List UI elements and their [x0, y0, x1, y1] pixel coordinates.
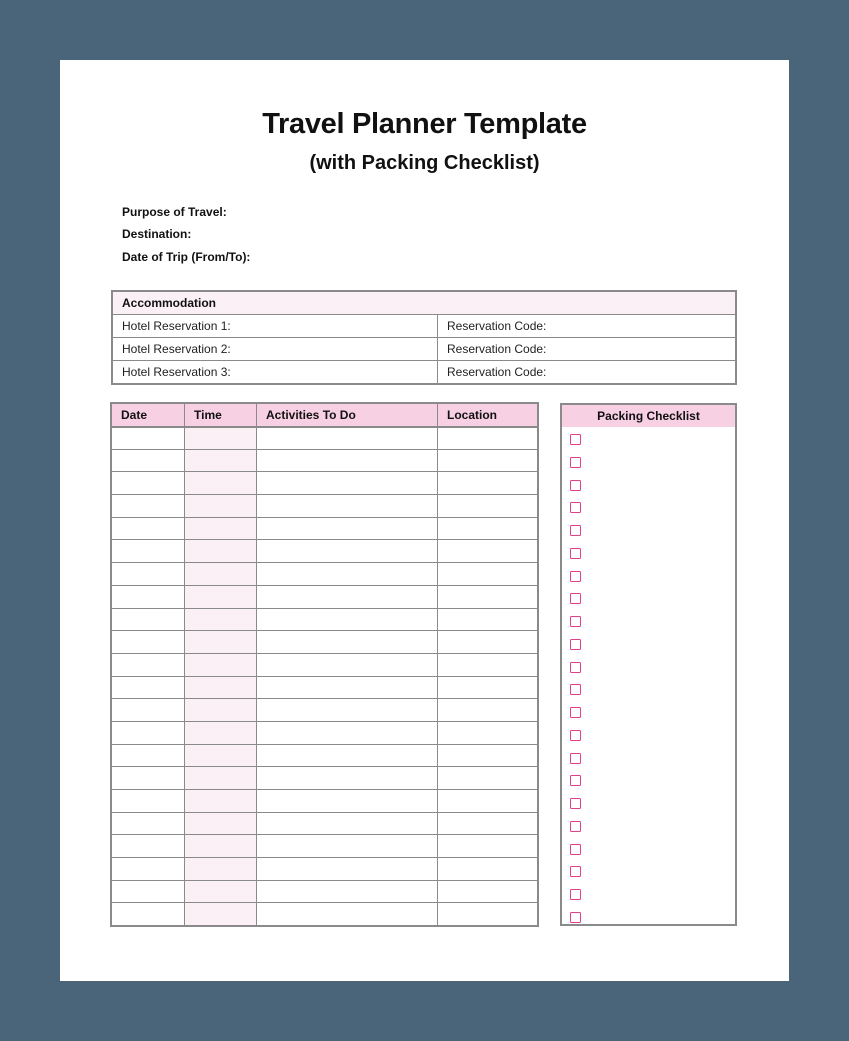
- packing-item: [562, 633, 735, 656]
- packing-item: [562, 474, 735, 497]
- packing-checklist-header: Packing Checklist: [562, 405, 735, 427]
- itinerary-row: [112, 835, 538, 858]
- time-cell[interactable]: [185, 540, 257, 563]
- itinerary-row: [112, 721, 538, 744]
- itinerary-row: [112, 427, 538, 450]
- accommodation-row: [113, 315, 735, 338]
- hotel-reservation-2-label: Hotel Reservation 2:: [113, 338, 438, 360]
- itinerary-row: [112, 540, 538, 563]
- itinerary-row: [112, 790, 538, 813]
- purpose-of-travel-label: Purpose of Travel:: [122, 205, 227, 219]
- packing-item: [562, 428, 735, 451]
- itinerary-row: [112, 495, 538, 518]
- accommodation-row: [113, 361, 735, 383]
- itinerary-table: [111, 403, 538, 926]
- location-cell[interactable]: [438, 427, 538, 450]
- reservation-code-2-label: Reservation Code:: [447, 342, 547, 356]
- location-column-header: Location: [438, 404, 538, 427]
- checkbox[interactable]: [570, 616, 581, 627]
- accommodation-table: [111, 290, 737, 385]
- checkbox[interactable]: [570, 798, 581, 809]
- time-cell[interactable]: [185, 585, 257, 608]
- packing-item: [562, 610, 735, 633]
- date-cell[interactable]: [112, 563, 185, 586]
- activity-cell[interactable]: [257, 585, 438, 608]
- packing-item: [562, 542, 735, 565]
- itinerary-row: [112, 517, 538, 540]
- accommodation-row: [113, 338, 735, 361]
- packing-checklist: [560, 403, 737, 926]
- checkbox[interactable]: [570, 571, 581, 582]
- time-cell[interactable]: [185, 427, 257, 450]
- activity-cell[interactable]: [257, 676, 438, 699]
- packing-item: [562, 701, 735, 724]
- time-cell[interactable]: [185, 767, 257, 790]
- itinerary-row: [112, 858, 538, 881]
- time-cell[interactable]: [185, 903, 257, 926]
- checkbox[interactable]: [570, 684, 581, 695]
- itinerary-row: [112, 585, 538, 608]
- checkbox[interactable]: [570, 662, 581, 673]
- date-cell[interactable]: [112, 540, 185, 563]
- itinerary-row: [112, 472, 538, 495]
- packing-item: [562, 519, 735, 542]
- date-cell[interactable]: [112, 790, 185, 813]
- time-cell[interactable]: [185, 880, 257, 903]
- time-cell[interactable]: [185, 517, 257, 540]
- activity-cell[interactable]: [257, 540, 438, 563]
- location-cell[interactable]: [438, 812, 538, 835]
- time-cell[interactable]: [185, 676, 257, 699]
- itinerary-row: [112, 699, 538, 722]
- date-of-trip-label: Date of Trip (From/To):: [122, 250, 251, 264]
- hotel-reservation-1-label: Hotel Reservation 1:: [113, 315, 438, 337]
- itinerary-row: [112, 676, 538, 699]
- checkbox[interactable]: [570, 593, 581, 604]
- time-column-header: Time: [185, 404, 257, 427]
- date-cell[interactable]: [112, 699, 185, 722]
- date-column-header: Date: [112, 404, 185, 427]
- date-cell[interactable]: [112, 653, 185, 676]
- time-cell[interactable]: [185, 744, 257, 767]
- itinerary-row: [112, 767, 538, 790]
- location-cell[interactable]: [438, 744, 538, 767]
- activity-cell[interactable]: [257, 427, 438, 450]
- date-cell[interactable]: [112, 767, 185, 790]
- accommodation-header: Accommodation: [113, 292, 735, 315]
- destination-label: Destination:: [122, 227, 192, 241]
- packing-item: [562, 769, 735, 792]
- date-cell[interactable]: [112, 449, 185, 472]
- date-cell[interactable]: [112, 631, 185, 654]
- checkbox[interactable]: [570, 434, 581, 445]
- packing-item: [562, 747, 735, 770]
- checkbox[interactable]: [570, 548, 581, 559]
- packing-item: [562, 587, 735, 610]
- packing-item: [562, 792, 735, 815]
- location-cell[interactable]: [438, 767, 538, 790]
- packing-item: [562, 860, 735, 883]
- activity-cell[interactable]: [257, 495, 438, 518]
- itinerary-row: [112, 744, 538, 767]
- location-cell[interactable]: [438, 790, 538, 813]
- packing-item: [562, 496, 735, 519]
- itinerary-row: [112, 631, 538, 654]
- checkbox[interactable]: [570, 502, 581, 513]
- checkbox[interactable]: [570, 730, 581, 741]
- activity-cell[interactable]: [257, 517, 438, 540]
- date-cell[interactable]: [112, 812, 185, 835]
- location-cell[interactable]: [438, 472, 538, 495]
- time-cell[interactable]: [185, 608, 257, 631]
- itinerary-row: [112, 903, 538, 926]
- packing-item: [562, 451, 735, 474]
- location-cell[interactable]: [438, 495, 538, 518]
- location-cell[interactable]: [438, 721, 538, 744]
- location-cell[interactable]: [438, 449, 538, 472]
- page-title: Travel Planner Template: [262, 108, 587, 140]
- activity-cell[interactable]: [257, 903, 438, 926]
- packing-item: [562, 838, 735, 861]
- packing-item: [562, 815, 735, 838]
- activity-cell[interactable]: [257, 563, 438, 586]
- date-cell[interactable]: [112, 744, 185, 767]
- location-cell[interactable]: [438, 858, 538, 881]
- time-cell[interactable]: [185, 721, 257, 744]
- activity-cell[interactable]: [257, 880, 438, 903]
- activity-cell[interactable]: [257, 790, 438, 813]
- time-cell[interactable]: [185, 858, 257, 881]
- checkbox[interactable]: [570, 525, 581, 536]
- activity-cell[interactable]: [257, 858, 438, 881]
- date-cell[interactable]: [112, 858, 185, 881]
- activity-cell[interactable]: [257, 744, 438, 767]
- time-cell[interactable]: [185, 631, 257, 654]
- location-cell[interactable]: [438, 835, 538, 858]
- activity-cell[interactable]: [257, 699, 438, 722]
- activity-cell[interactable]: [257, 653, 438, 676]
- location-cell[interactable]: [438, 608, 538, 631]
- location-cell[interactable]: [438, 676, 538, 699]
- location-cell[interactable]: [438, 903, 538, 926]
- page-subtitle: (with Packing Checklist): [309, 152, 540, 174]
- hotel-reservation-3-label: Hotel Reservation 3:: [113, 361, 438, 383]
- location-cell[interactable]: [438, 540, 538, 563]
- activity-cell[interactable]: [257, 812, 438, 835]
- packing-item: [562, 906, 735, 929]
- location-cell[interactable]: [438, 517, 538, 540]
- date-cell[interactable]: [112, 517, 185, 540]
- checkbox[interactable]: [570, 775, 581, 786]
- time-cell[interactable]: [185, 790, 257, 813]
- date-cell[interactable]: [112, 676, 185, 699]
- itinerary-row: [112, 608, 538, 631]
- activity-cell[interactable]: [257, 835, 438, 858]
- location-cell[interactable]: [438, 880, 538, 903]
- time-cell[interactable]: [185, 472, 257, 495]
- itinerary-row: [112, 653, 538, 676]
- checkbox[interactable]: [570, 844, 581, 855]
- packing-item: [562, 883, 735, 906]
- packing-item: [562, 656, 735, 679]
- date-cell[interactable]: [112, 427, 185, 450]
- location-cell[interactable]: [438, 631, 538, 654]
- time-cell[interactable]: [185, 449, 257, 472]
- checkbox[interactable]: [570, 889, 581, 900]
- itinerary-body: [112, 427, 538, 926]
- itinerary-row: [112, 563, 538, 586]
- planner-page: [60, 60, 789, 981]
- packing-item: [562, 678, 735, 701]
- reservation-code-3-label: Reservation Code:: [447, 365, 547, 379]
- location-cell[interactable]: [438, 563, 538, 586]
- date-cell[interactable]: [112, 835, 185, 858]
- checkbox[interactable]: [570, 480, 581, 491]
- date-cell[interactable]: [112, 585, 185, 608]
- checkbox[interactable]: [570, 457, 581, 468]
- itinerary-header-row: [112, 404, 538, 427]
- checkbox[interactable]: [570, 866, 581, 877]
- date-cell[interactable]: [112, 608, 185, 631]
- date-cell[interactable]: [112, 903, 185, 926]
- time-cell[interactable]: [185, 699, 257, 722]
- time-cell[interactable]: [185, 495, 257, 518]
- activity-cell[interactable]: [257, 767, 438, 790]
- itinerary-row: [112, 449, 538, 472]
- time-cell[interactable]: [185, 563, 257, 586]
- activity-cell[interactable]: [257, 472, 438, 495]
- location-cell[interactable]: [438, 653, 538, 676]
- time-cell[interactable]: [185, 653, 257, 676]
- itinerary-row: [112, 812, 538, 835]
- reservation-code-1-label: Reservation Code:: [447, 319, 547, 333]
- packing-list: [562, 427, 735, 929]
- checkbox[interactable]: [570, 707, 581, 718]
- packing-item: [562, 724, 735, 747]
- date-cell[interactable]: [112, 721, 185, 744]
- time-cell[interactable]: [185, 812, 257, 835]
- date-cell[interactable]: [112, 472, 185, 495]
- activity-cell[interactable]: [257, 449, 438, 472]
- activities-column-header: Activities To Do: [257, 404, 438, 427]
- activity-cell[interactable]: [257, 608, 438, 631]
- itinerary-row: [112, 880, 538, 903]
- checkbox[interactable]: [570, 821, 581, 832]
- packing-item: [562, 565, 735, 588]
- checkbox[interactable]: [570, 912, 581, 923]
- date-cell[interactable]: [112, 495, 185, 518]
- checkbox[interactable]: [570, 753, 581, 764]
- date-cell[interactable]: [112, 880, 185, 903]
- location-cell[interactable]: [438, 585, 538, 608]
- time-cell[interactable]: [185, 835, 257, 858]
- activity-cell[interactable]: [257, 721, 438, 744]
- checkbox[interactable]: [570, 639, 581, 650]
- location-cell[interactable]: [438, 699, 538, 722]
- activity-cell[interactable]: [257, 631, 438, 654]
